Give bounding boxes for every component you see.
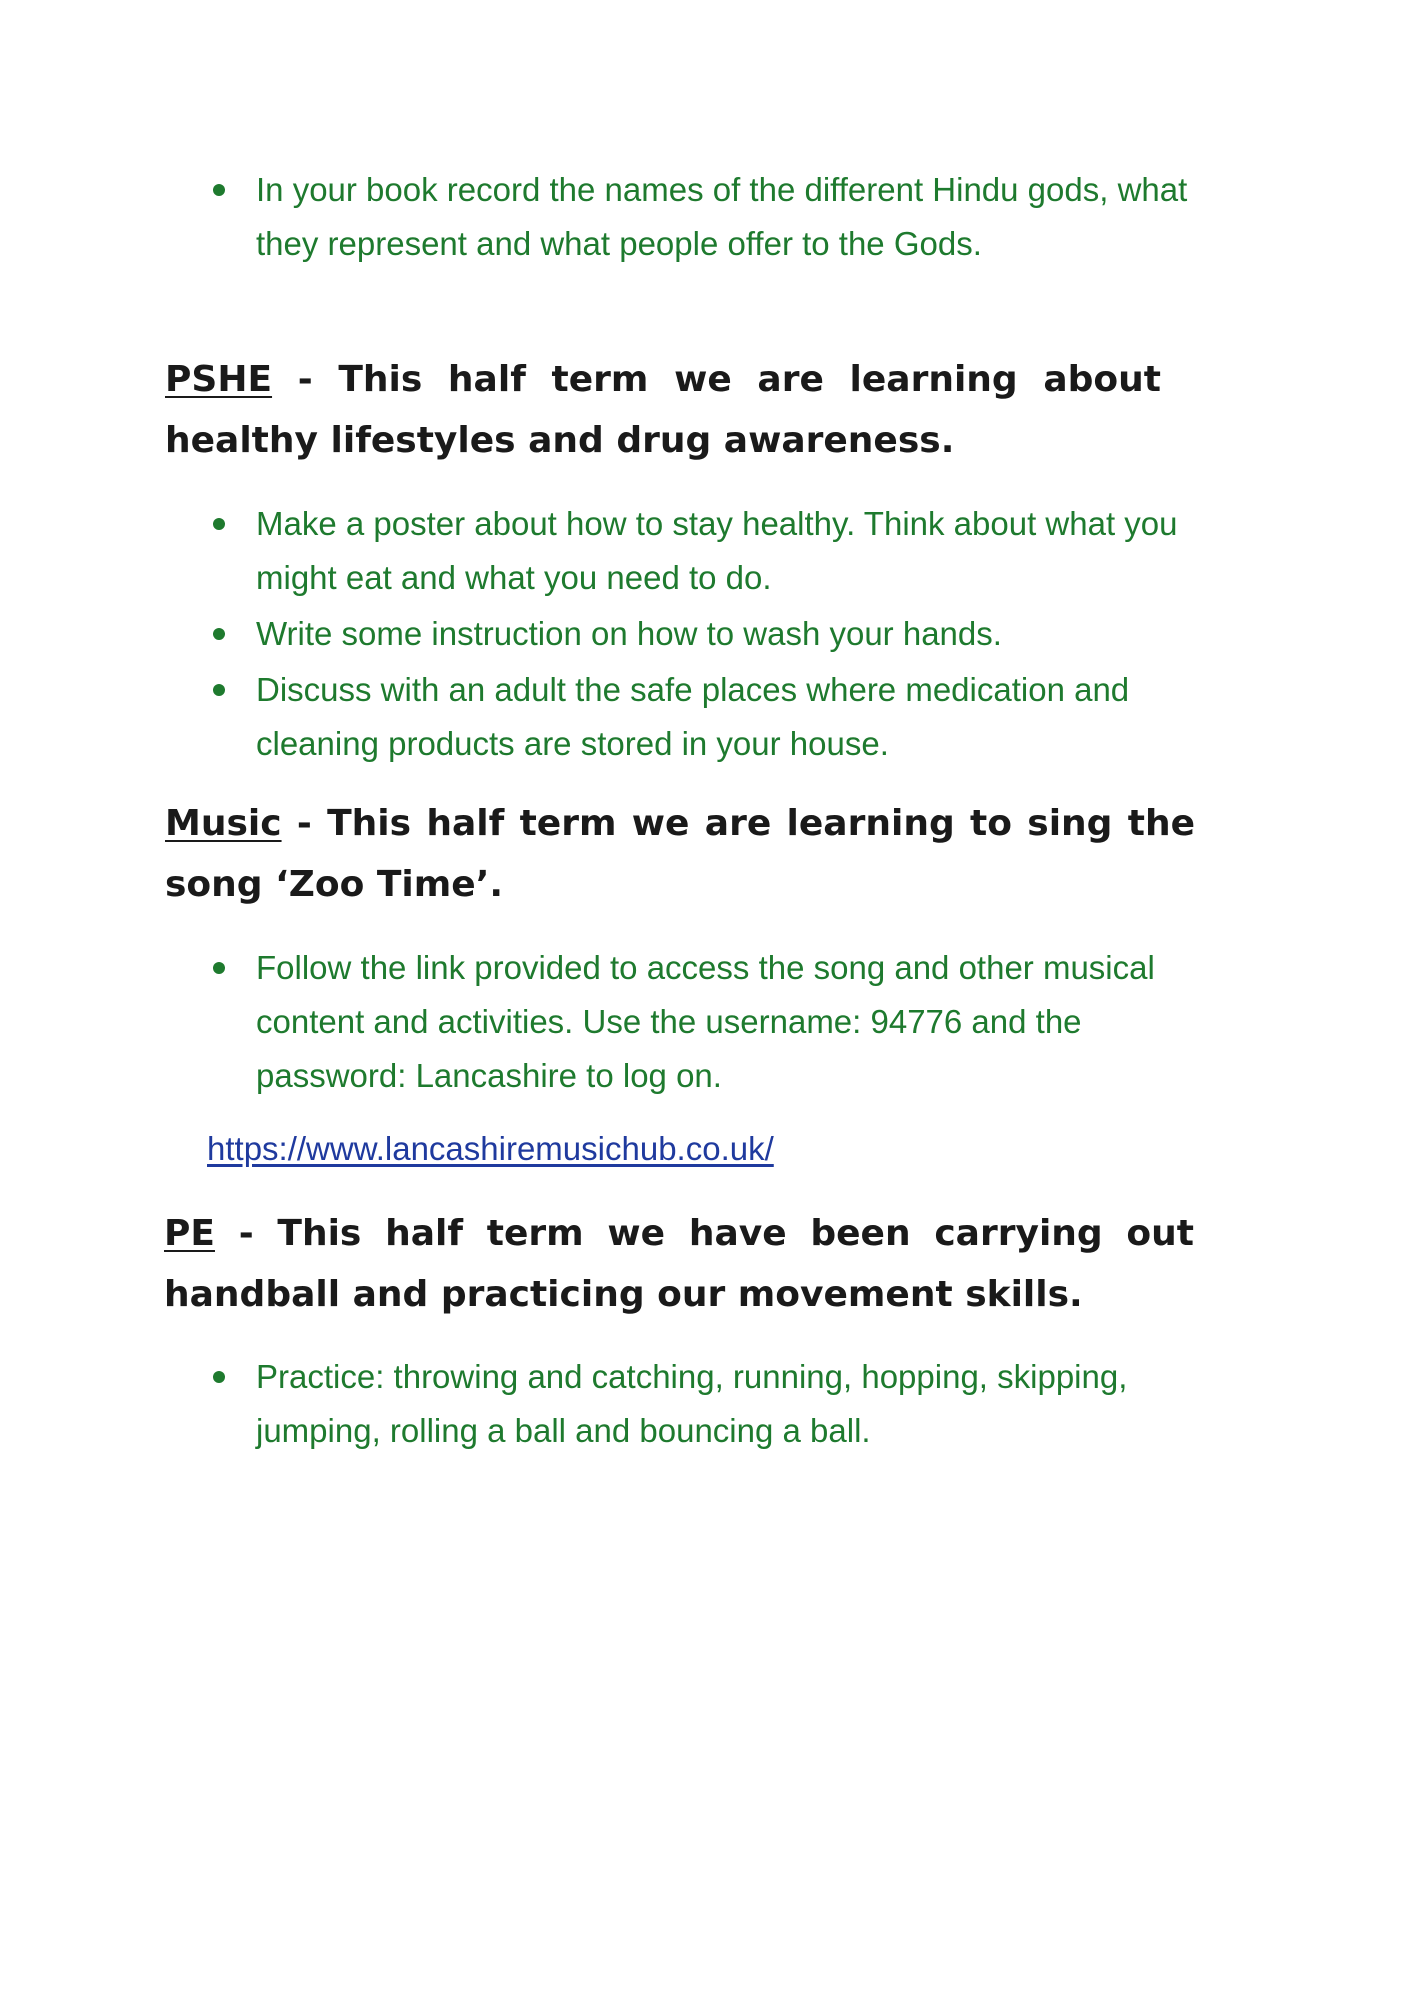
list-item (213, 663, 1203, 771)
bullet-dot-icon (213, 184, 225, 196)
pe-heading (164, 1203, 1194, 1325)
pshe-bullet-list (213, 497, 1203, 773)
music-heading-text: - This half term we are learning to sing the song ‘Zoo Time’. (165, 803, 1195, 905)
pshe-heading-text: - This half term we are learning about healthy lifestyles and drug awareness. (165, 359, 1161, 461)
list-item (213, 607, 1203, 661)
pshe-heading (165, 349, 1161, 471)
music-bullet-text: Follow the link provided to access the song and other musical content and activities. Use the username: 94776 and the password: Lancashire to log on. (256, 949, 1155, 1094)
pshe-bullet-text: Make a poster about how to stay healthy. Think about what you might eat and what you need to do. (256, 505, 1178, 596)
music-bullet-list (213, 941, 1213, 1105)
pe-bullet-text: Practice: throwing and catching, running, hopping, skipping, jumping, rolling a ball and bouncing a ball. (256, 1358, 1128, 1449)
pshe-subject: PSHE (165, 359, 273, 400)
re-bullet-list (213, 163, 1193, 273)
list-item (213, 497, 1203, 605)
bullet-dot-icon (213, 1371, 225, 1383)
pshe-bullet-text: Discuss with an adult the safe places where medication and cleaning products are stored in your house. (256, 671, 1130, 762)
list-item (213, 941, 1213, 1103)
re-bullet-text: In your book record the names of the different Hindu gods, what they represent and what people offer to the Gods. (256, 171, 1188, 262)
list-item (213, 1350, 1198, 1458)
pe-bullet-list (213, 1350, 1198, 1460)
music-heading (165, 793, 1195, 915)
pe-subject: PE (164, 1213, 215, 1254)
list-item (213, 163, 1193, 271)
pshe-bullet-text: Write some instruction on how to wash your hands. (256, 615, 1002, 652)
music-hub-link[interactable]: https://www.lancashiremusichub.co.uk/ (207, 1130, 774, 1167)
bullet-dot-icon (213, 518, 225, 530)
bullet-dot-icon (213, 628, 225, 640)
bullet-dot-icon (213, 684, 225, 696)
music-subject: Music (165, 803, 282, 844)
pe-heading-text: - This half term we have been carrying out handball and practicing our movement skills. (164, 1213, 1194, 1315)
bullet-dot-icon (213, 962, 225, 974)
